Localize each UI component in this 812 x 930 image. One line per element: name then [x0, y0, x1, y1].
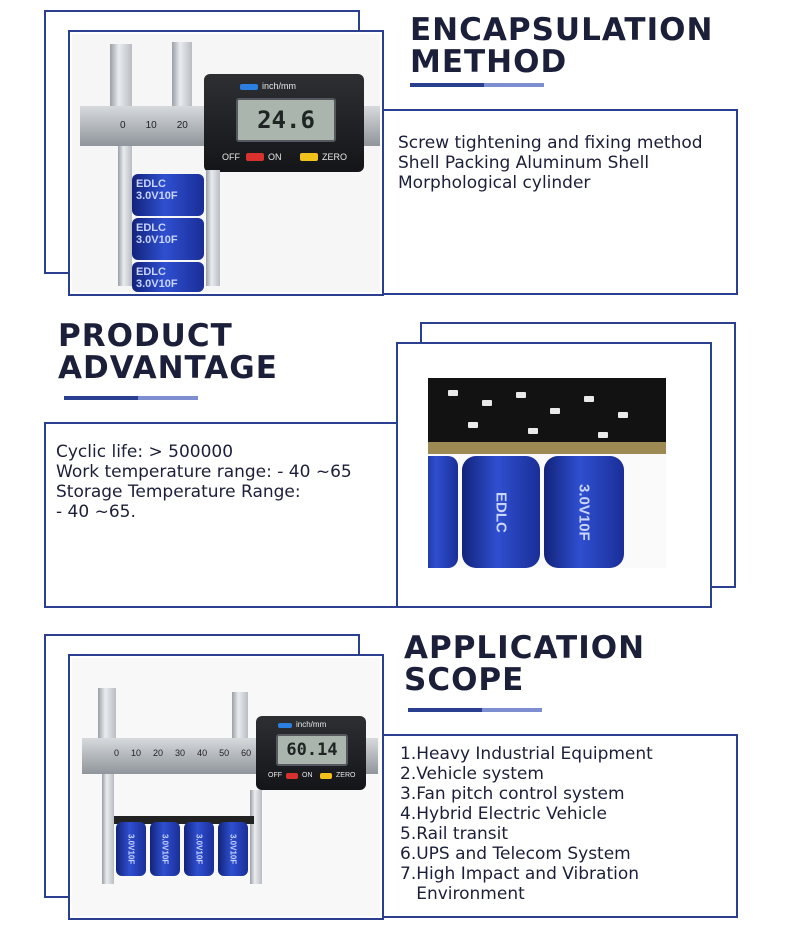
scale-tick: 50 — [219, 748, 230, 758]
list-item: 4.Hybrid Electric Vehicle — [400, 804, 607, 824]
scale-tick: 0 — [114, 748, 120, 758]
caliper-photo-2 — [72, 658, 380, 916]
capacitor — [132, 218, 204, 260]
scale-tick: 10 — [131, 748, 142, 758]
list-item: 7.High Impact and Vibration — [400, 864, 640, 884]
detail-line: Morphological cylinder — [398, 173, 591, 193]
caliper-scale — [120, 120, 188, 131]
heading-underline — [64, 396, 198, 400]
solder-pad — [598, 432, 608, 438]
capacitor-label: 3.0V10F — [194, 833, 204, 865]
scale-tick: 30 — [175, 748, 186, 758]
digital-readout: 60.14 — [276, 734, 348, 766]
caliper-lower-jaw — [118, 146, 132, 286]
heading-underline — [408, 708, 542, 712]
capacitor-label: 3.0V10F — [126, 833, 136, 865]
unit-label: inch/mm — [262, 81, 297, 91]
detail-line: Cyclic life: > 500000 — [56, 442, 234, 462]
list-item: 1.Heavy Industrial Equipment — [400, 744, 653, 764]
solder-pad — [584, 396, 594, 402]
list-item: 3.Fan pitch control system — [400, 784, 625, 804]
scale-tick: 20 — [176, 120, 188, 131]
on-label: ON — [268, 152, 282, 162]
scale-tick: 40 — [197, 748, 208, 758]
off-label: OFF — [222, 152, 240, 162]
solder-pad — [468, 422, 478, 428]
detail-line: Storage Temperature Range: — [56, 482, 301, 502]
detail-line: - 40 ~65. — [56, 502, 136, 522]
capacitor-label: 3.0V10F — [575, 483, 593, 541]
heading-line: ADVANTAGE — [58, 350, 278, 386]
capacitor-label: EDLC 3.0V10F — [136, 222, 178, 246]
detail-line: Work temperature range: - 40 ~65 — [56, 462, 352, 482]
capacitor — [218, 822, 248, 876]
scale-tick: 60 — [241, 748, 252, 758]
heading-line: METHOD — [410, 44, 568, 80]
on-label: ON — [302, 772, 313, 779]
heading-encapsulation — [410, 14, 713, 78]
caliper-display-body — [256, 716, 366, 790]
list-item: 6.UPS and Telecom System — [400, 844, 631, 864]
capacitor — [428, 456, 458, 568]
zero-label: ZERO — [336, 772, 356, 779]
unit-button — [240, 84, 258, 90]
caliper-lower-jaw — [206, 170, 220, 286]
caliper-photo-1 — [72, 34, 380, 292]
heading-advantage — [58, 320, 278, 384]
unit-button — [278, 723, 292, 728]
solder-pad — [618, 412, 628, 418]
capacitor — [132, 262, 204, 292]
zero-button — [320, 773, 332, 779]
encapsulation-details — [398, 133, 703, 193]
application-list — [400, 744, 653, 904]
heading-line: APPLICATION — [404, 630, 646, 666]
capacitor-label: 3.0V10F — [228, 833, 238, 865]
on-button — [286, 773, 298, 779]
off-label: OFF — [268, 772, 282, 779]
solder-pad — [448, 390, 458, 396]
caliper-scale — [114, 748, 251, 758]
capacitor — [544, 456, 624, 568]
scale-tick: 20 — [153, 748, 164, 758]
solder-pad — [516, 392, 526, 398]
capacitor-label: EDLC 3.0V10F — [136, 266, 178, 290]
caliper-lower-jaw — [102, 774, 114, 884]
capacitor-label: 3.0V10F — [160, 833, 170, 865]
caliper-lower-jaw — [250, 790, 262, 884]
capacitor — [462, 456, 540, 568]
list-item: 2.Vehicle system — [400, 764, 544, 784]
heading-line: SCOPE — [404, 662, 525, 698]
list-item: Environment — [400, 884, 525, 904]
capacitor-label: EDLC 3.0V10F — [136, 178, 178, 202]
detail-line: Shell Packing Aluminum Shell — [398, 153, 650, 173]
solder-pad — [550, 408, 560, 414]
board-photo — [428, 378, 666, 568]
advantage-details — [56, 442, 352, 522]
heading-underline — [410, 83, 544, 87]
caliper-display-body — [204, 74, 364, 172]
capacitor — [116, 822, 146, 876]
solder-pad — [482, 400, 492, 406]
scale-tick: 10 — [145, 120, 157, 131]
zero-label: ZERO — [322, 152, 348, 162]
list-item: 5.Rail transit — [400, 824, 509, 844]
capacitor — [150, 822, 180, 876]
capacitor — [184, 822, 214, 876]
capacitor-label: EDLC — [492, 491, 510, 533]
heading-application — [404, 632, 645, 696]
digital-readout: 24.6 — [236, 98, 336, 142]
caliper-jaw — [172, 42, 192, 112]
board-edge — [428, 442, 666, 454]
zero-button — [300, 153, 318, 161]
capacitor — [132, 174, 204, 216]
heading-line: PRODUCT — [58, 318, 233, 354]
solder-pad — [528, 428, 538, 434]
heading-line: ENCAPSULATION — [410, 12, 714, 48]
on-button — [246, 153, 264, 161]
unit-label: inch/mm — [296, 720, 327, 729]
scale-tick: 0 — [120, 120, 126, 131]
detail-line: Screw tightening and fixing method — [398, 133, 703, 153]
